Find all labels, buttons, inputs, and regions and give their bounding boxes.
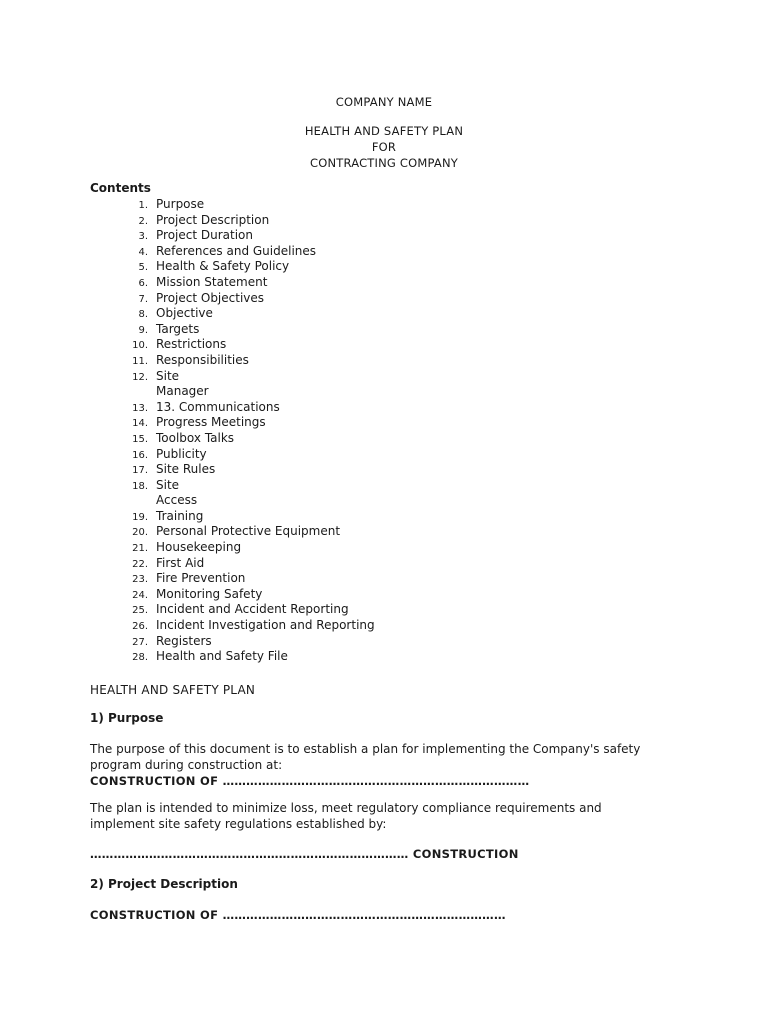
company-name: COMPANY NAME [335,95,433,109]
toc-item [90,415,556,431]
toc-number: 19. [132,511,148,523]
table-of-contents [90,197,556,665]
toc-label: Targets [156,321,200,336]
toc-label: Health and Safety File [156,649,288,664]
section-heading-purpose: 1) Purpose [90,711,164,725]
toc-label: Progress Meetings [156,415,266,430]
toc-number: 11. [132,355,148,367]
contents-heading: Contents [90,181,151,195]
toc-number: 16. [132,449,148,461]
toc-number: 25. [132,605,148,617]
toc-number: 17. [132,465,148,477]
toc-item [90,369,556,400]
toc-label: Housekeeping [156,540,242,555]
toc-label: Mission Statement [156,274,268,289]
toc-item [90,306,556,322]
construction-of-line: CONSTRUCTION OF …………………………………………………………………… [90,774,530,788]
toc-item [90,447,556,463]
toc-item [90,602,556,618]
toc-number: 21. [132,543,148,555]
toc-item [90,337,556,353]
project-construction-line: CONSTRUCTION OF ……………………………………………………………… [90,908,506,922]
toc-label: Fire Prevention [156,571,246,586]
toc-label: Monitoring Safety [156,586,263,601]
toc-item [90,462,556,478]
toc-label: Toolbox Talks [156,430,235,445]
toc-number: 24. [132,589,148,601]
toc-item [90,228,556,244]
toc-label: Personal Protective Equipment [156,524,341,539]
toc-number: 18. [132,480,148,492]
section-heading-project-description: 2) Project Description [90,877,238,891]
toc-item [90,275,556,291]
toc-number: 7. [138,293,148,305]
plan-title-line-2: FOR [371,140,397,154]
toc-number: 5. [138,262,148,274]
toc-item [90,400,556,416]
toc-number: 28. [132,652,148,664]
toc-label: Incident Investigation and Reporting [156,618,375,633]
toc-number: 2. [138,215,148,227]
toc-number: 12. [132,371,148,383]
toc-item [90,571,556,587]
toc-number: 27. [132,636,148,648]
toc-label: Training [156,508,204,523]
toc-label: Health & Safety Policy [156,259,290,274]
toc-label: Project Description [156,212,270,227]
intent-paragraph: The plan is intended to minimize loss, meet regulatory compliance requirements and implement site safety regulations established by: [90,801,602,831]
toc-item [90,259,556,275]
toc-number: 23. [132,574,148,586]
toc-number: 14. [132,418,148,430]
toc-item [90,509,556,525]
toc-label: References and Guidelines [156,243,317,258]
toc-label: First Aid [156,555,205,570]
toc-number: 13. [132,402,148,414]
toc-item [90,322,556,338]
purpose-paragraph: The purpose of this document is to establish a plan for implementing the Company's safety program during construction at: [90,742,641,772]
toc-item [90,556,556,572]
toc-number: 15. [132,433,148,445]
toc-item [90,634,556,650]
toc-item [90,540,556,556]
plan-title-line-1: HEALTH AND SAFETY PLAN [304,124,464,138]
toc-item [90,353,556,369]
toc-label: Objective [156,306,213,321]
toc-item [90,524,556,540]
toc-item [90,431,556,447]
toc-number: 10. [132,340,148,352]
toc-number: 20. [132,527,148,539]
toc-number: 26. [132,621,148,633]
toc-label: Publicity [156,446,207,461]
toc-number: 4. [138,246,148,258]
toc-number: 22. [132,558,148,570]
toc-label: Restrictions [156,337,227,352]
toc-item [90,291,556,307]
toc-label: Site Access [156,477,198,508]
toc-item [90,649,556,665]
toc-label: Incident and Accident Reporting [156,602,349,617]
toc-item [90,478,556,509]
toc-number: 6. [138,277,148,289]
toc-label: Registers [156,633,212,648]
toc-label: 13. Communications [156,399,280,414]
toc-item [90,197,556,213]
toc-item [90,587,556,603]
toc-number: 9. [138,324,148,336]
established-by-line: ……………………………………………………………………… CONSTRUCTION [90,847,519,861]
plan-title [0,123,768,171]
toc-label: Project Objectives [156,290,265,305]
toc-number: 3. [138,231,148,243]
plan-title-line-3: CONTRACTING COMPANY [309,156,458,170]
toc-number: 1. [138,200,148,211]
toc-item [90,213,556,229]
toc-item [90,618,556,634]
toc-label: Responsibilities [156,352,249,367]
toc-label: Site Manager [156,368,209,399]
toc-item [90,244,556,260]
toc-label: Purpose [156,197,205,211]
toc-label: Project Duration [156,228,253,243]
toc-number: 8. [138,309,148,321]
toc-label: Site Rules [156,462,216,477]
plan-heading: HEALTH AND SAFETY PLAN [90,683,256,697]
